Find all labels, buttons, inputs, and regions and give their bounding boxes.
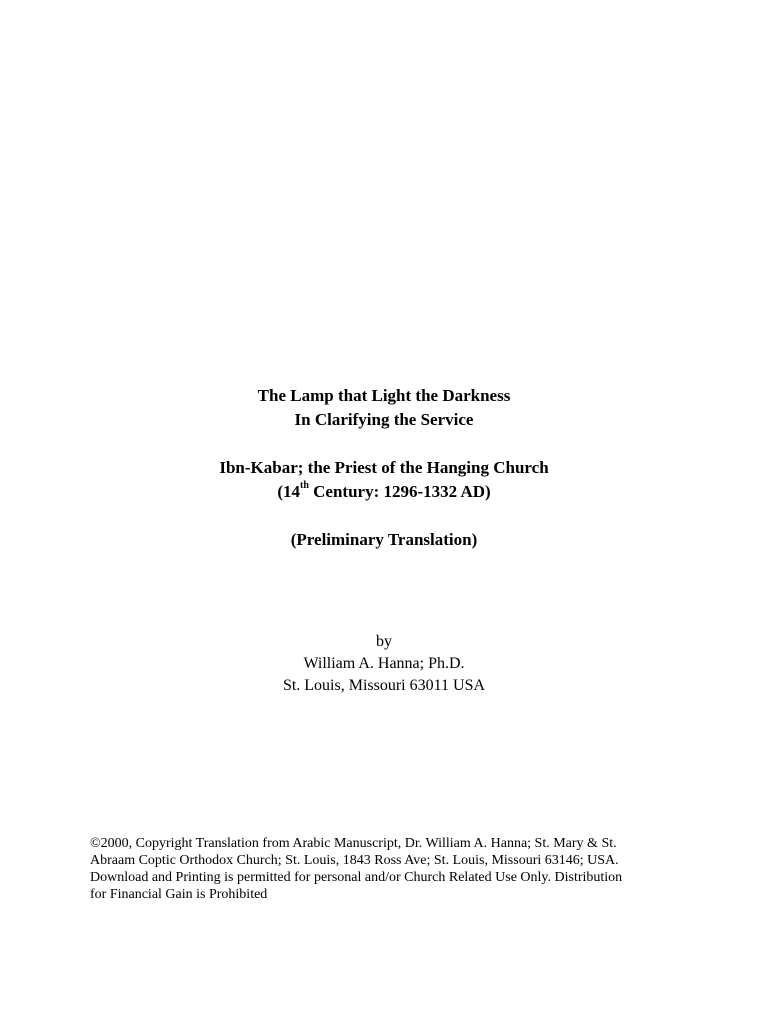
author-heading-line-1: Ibn-Kabar; the Priest of the Hanging Church: [219, 458, 549, 477]
byline-location: St. Louis, Missouri 63011 USA: [282, 677, 486, 694]
title-line-1: The Lamp that Light the Darkness: [257, 386, 511, 405]
copyright-line-1: ©2000, Copyright Translation from Arabic Manuscript, Dr. William A. Hanna; St. Mary & St.: [90, 836, 617, 851]
century-superscript: th: [299, 480, 309, 492]
byline: [0, 631, 768, 697]
copyright-line-4: for Financial Gain is Prohibited: [90, 887, 268, 902]
copyright-line-2: Abraam Coptic Orthodox Church; St. Louis, 1843 Ross Ave; St. Louis, Missouri 63146; USA.: [90, 853, 619, 868]
author-heading: [0, 456, 768, 504]
document-title: [0, 384, 768, 432]
century-prefix: (14: [277, 482, 300, 501]
title-line-2: In Clarifying the Service: [294, 410, 474, 429]
author-heading-line-2: [0, 480, 768, 504]
subtitle: [0, 528, 768, 552]
century-suffix: Century: 1296-1332 AD): [308, 482, 491, 501]
subtitle-text: (Preliminary Translation): [290, 530, 478, 549]
byline-by: by: [376, 633, 392, 650]
copyright-notice: [90, 835, 690, 903]
copyright-line-3: Download and Printing is permitted for personal and/or Church Related Use Only. Distribution: [90, 870, 623, 885]
byline-name: William A. Hanna; Ph.D.: [303, 655, 465, 672]
